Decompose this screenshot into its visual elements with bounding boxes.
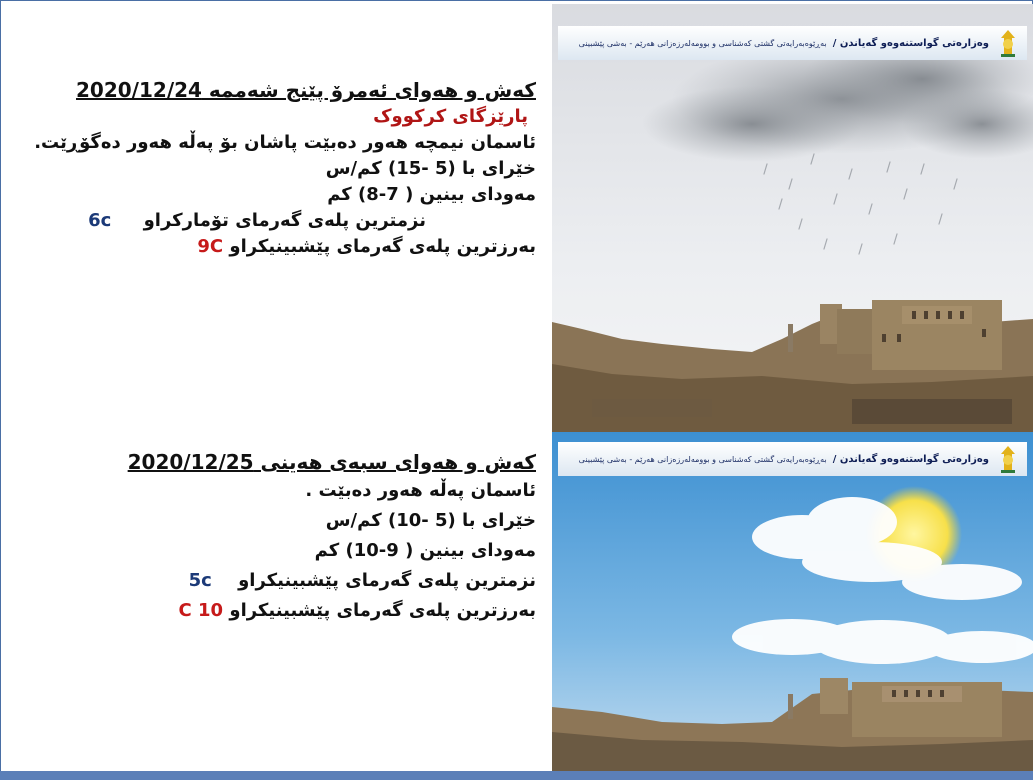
department-name: بەڕێوەبەرایەتی گشتی کەشناسی و بوومەلەرزەزانی هەرێم - بەشی پێشبینی <box>578 454 827 464</box>
today-max-temp <box>20 234 536 260</box>
today-visibility: مەودای بینین ( 7-8) کم <box>327 184 536 205</box>
today-title: کەش و هەوای ئەمرۆ پێنج شەممە 2020/12/24 <box>76 78 536 102</box>
ministry-name: وەزارەتی گواستنەوەو گەیاندن / <box>832 37 989 49</box>
department-name: بەڕێوەبەرایەتی گشتی کەشناسی و بوومەلەرزەزانی هەرێم - بەشی پێشبینی <box>578 38 827 48</box>
province-name: پارێزگای کرکووک <box>373 106 528 127</box>
tomorrow-min-value: 5c <box>188 570 212 591</box>
tomorrow-visibility: مەودای بینین ( 9-10) کم <box>314 540 536 561</box>
cloudy-citadel-illustration <box>552 4 1033 432</box>
forecast-tomorrow <box>20 448 536 624</box>
partly-cloudy-image <box>552 432 1033 771</box>
today-min-temp <box>20 208 536 234</box>
ministry-banner-top <box>558 26 1027 60</box>
tomorrow-max-temp <box>20 598 536 624</box>
tomorrow-max-value: 10 C <box>178 600 224 621</box>
tomorrow-wind: خێرای با (5 -10) کم/س <box>325 510 536 531</box>
today-wind: خێرای با (5 -15) کم/س <box>325 158 536 179</box>
today-sky: ئاسمان نیمچە هەور دەبێت پاشان بۆ پەڵە هەور دەگۆڕێت. <box>34 132 536 153</box>
tomorrow-title: کەش و هەوای سبەی هەینی 2020/12/25 <box>127 450 536 474</box>
today-min-value: 6c <box>88 210 112 231</box>
kurdistan-emblem-icon <box>995 444 1021 474</box>
cloudy-weather-image <box>552 4 1033 432</box>
tomorrow-min-label: نزمترین پلەی گەرمای پێشبینیکراو <box>238 570 536 591</box>
today-max-value: 9C <box>197 236 224 257</box>
today-max-label: بەرزترین پلەی گەرمای پێشبینیکراو <box>229 236 536 257</box>
sunny-citadel-illustration <box>552 432 1033 771</box>
tomorrow-sky: ئاسمان پەڵە هەور دەبێت . <box>305 480 536 501</box>
today-min-label: نزمترین پلەی گەرمای تۆمارکراو <box>143 210 426 231</box>
ministry-banner-bottom <box>558 442 1027 476</box>
forecast-today <box>20 76 536 260</box>
tomorrow-min-temp <box>20 568 536 594</box>
bottom-border-band <box>0 771 1033 780</box>
ministry-name: وەزارەتی گواستنەوەو گەیاندن / <box>832 453 989 465</box>
kurdistan-emblem-icon <box>995 28 1021 58</box>
tomorrow-max-label: بەرزترین پلەی گەرمای پێشبینیکراو <box>229 600 536 621</box>
